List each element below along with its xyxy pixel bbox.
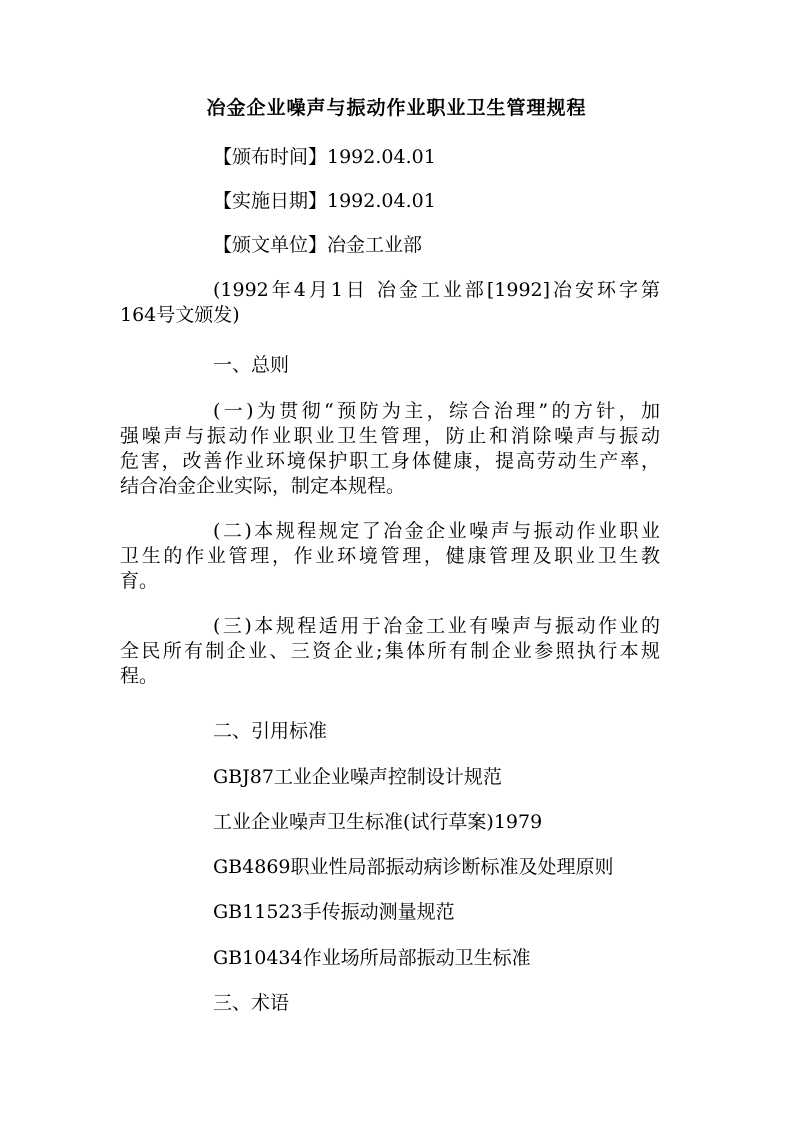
paragraph-line: 结合冶金企业实际，制定本规程。 xyxy=(120,475,406,497)
standard-item: GBJ87工业企业噪声控制设计规范 xyxy=(213,766,502,788)
paragraph-line: 卫生的作业管理，作业环境管理，健康管理及职业卫生教 xyxy=(120,545,660,567)
standard-item: GB4869职业性局部振动病诊断标准及处理原则 xyxy=(213,856,614,878)
paragraph-line: (三)本规程适用于冶金工业有噪声与振动作业的 xyxy=(213,615,660,637)
standard-item: GB10434作业场所局部振动卫生标准 xyxy=(213,947,531,969)
issue-note-line: 164号文颁发) xyxy=(120,304,240,326)
paragraph-line: 危害，改善作业环境保护职工身体健康，提高劳动生产率， xyxy=(120,450,660,472)
section-heading: 一、总则 xyxy=(213,354,290,376)
paragraph-line: (二)本规程规定了冶金企业噪声与振动作业职业 xyxy=(213,520,660,542)
effective-date: 【实施日期】1992.04.01 xyxy=(213,190,436,212)
section-heading: 二、引用标准 xyxy=(213,720,328,742)
paragraph-line: 强噪声与振动作业职业卫生管理，防止和消除噪声与振动 xyxy=(120,425,660,447)
paragraph-line: 育。 xyxy=(120,570,159,592)
standard-item: GB11523手传振动测量规范 xyxy=(213,901,455,923)
issuing-unit: 【颁文单位】冶金工业部 xyxy=(213,234,423,256)
section-heading: 三、术语 xyxy=(213,992,290,1014)
paragraph-line: 全民所有制企业、三资企业;集体所有制企业参照执行本规 xyxy=(120,640,660,662)
paragraph-line: 程。 xyxy=(120,665,159,687)
issue-note-line: (1992年4月1日 冶金工业部[1992]冶安环字第 xyxy=(213,279,660,301)
document-title: 冶金企业噪声与振动作业职业卫生管理规程 xyxy=(206,97,587,119)
paragraph-line: (一)为贯彻“预防为主，综合治理”的方针，加 xyxy=(213,400,660,422)
promulgation-date: 【颁布时间】1992.04.01 xyxy=(213,146,436,168)
standard-item: 工业企业噪声卫生标准(试行草案)1979 xyxy=(213,811,543,833)
